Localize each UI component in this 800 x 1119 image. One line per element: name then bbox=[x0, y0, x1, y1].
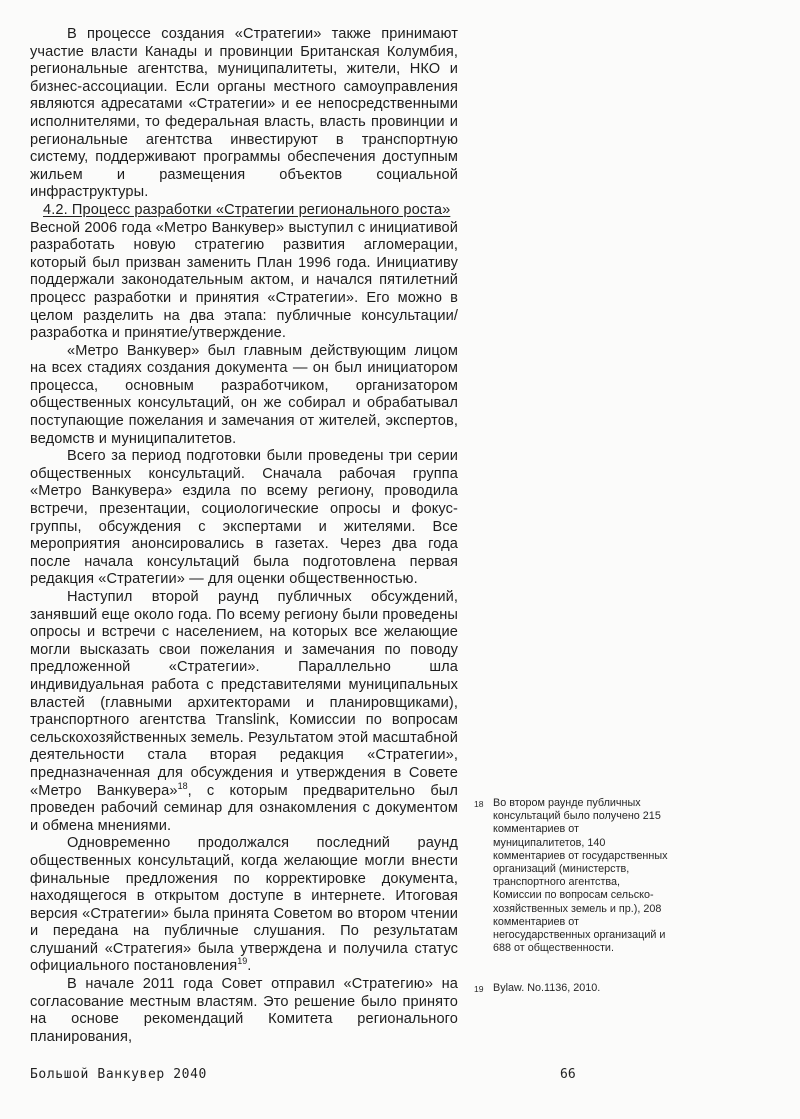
footnote-19 bbox=[474, 982, 670, 995]
footnote-18 bbox=[474, 797, 670, 955]
paragraph-1: В процессе создания «Стратегии» также принимают участие власти Канады и провинции Британская Колумбия, региональные агентства, муниципалитеты, жители, НКО и бизнес-ассоциации. Если органы местного самоуправления являются адресатами «Стратегии» и ее непосредственными исполнителями, то федеральная власть, власть провинции и региональные агентства инвестируют в транспортную систему, поддерживают программы обеспечения доступным жильем и размещения объектов социальной инфраструктуры. bbox=[30, 26, 458, 201]
book-title: Большой Ванкувер 2040 bbox=[30, 1067, 207, 1082]
paragraph-5-continuation: , с которым предварительно был проведен рабочий семинар для ознакомления с документом и обмена мнениями. bbox=[30, 782, 458, 834]
section-heading: 4.2. Процесс разработки «Стратегии регионального роста» bbox=[43, 201, 451, 218]
main-text-column bbox=[30, 26, 458, 1046]
footnote-text: Во втором раунде публичных консультаций было получено 215 комментариев от муниципалитетов, 140 комментариев от государственных организаций (министерств, транспортного агентства, Комиссии по вопросам сельско-хозяйственных земель и пр.), 208 комментариев от негосударственных организаций и 688 от общественности. bbox=[493, 797, 668, 955]
page-number: 66 bbox=[560, 1067, 576, 1082]
paragraph-7: В начале 2011 года Совет отправил «Стратегию» на согласование местным властям. Это решение было принято на основе рекомендаций Комитета регионального планирования, bbox=[30, 976, 458, 1045]
paragraph-4: Всего за период подготовки были проведены три серии общественных консультаций. Сначала рабочая группа «Метро Ванкувера» ездила по всему региону, проводила встречи, презентации, социологические опросы и фокус-группы, обсуждения с экспертами и жителями. Все мероприятия анонсировались в газетах. Через два года после начала консультаций была подготовлена первая редакция «Стратегии» — для оценки общественностью. bbox=[30, 448, 458, 588]
paragraph-6 bbox=[30, 835, 458, 976]
paragraph-6-continuation: . bbox=[247, 958, 252, 975]
footnote-ref-18: 18 bbox=[177, 780, 188, 791]
paragraph-6-text: Одновременно продолжался последний раунд общественных консультаций, когда желающие могли внести финальные предложения по корректировке документа, находящегося в открытом доступе в интернете. Итоговая версия «Стратегии» была принята Советом во втором чтении и передана на публичные слушания. По результатам слушаний «Стратегия» была утверждена и получила статус официального постановления bbox=[30, 835, 458, 975]
paragraph-5-text: Наступил второй раунд публичных обсуждений, занявший еще около года. По всему региону были проведены опросы и встречи с населением, на которых все желающие могли высказать свои пожелания и замечания по поводу предложенной «Стратегии». Параллельно шла индивидуальная работа с представителями муниципальных властей (главными архитекторами и планировщиками), транспортного агентства Translink, Комиссии по вопросам сельскохозяйственных земель. Результатом этой масштабной деятельности стала вторая редакция «Стратегии», предназначенная для обсуждения и утверждения в Совете «Метро Ванкувера» bbox=[30, 589, 458, 799]
footnote-text: Bylaw. No.1136, 2010. bbox=[493, 982, 601, 995]
footnote-number: 18 bbox=[474, 799, 484, 809]
paragraph-2: Весной 2006 года «Метро Ванкувер» выступил с инициативой разработать новую стратегию развития агломерации, который был призван заменить План 1996 года. Инициативу поддержали законодательным актом, и начался пятилетний процесс разработки и принятия «Стратегии». Его можно в целом разделить на два этапа: публичные консультации/разработка и принятие/утверждение. bbox=[30, 219, 458, 342]
paragraph-3: «Метро Ванкувер» был главным действующим лицом на всех стадиях создания документа — он был инициатором процесса, основным разработчиком, организатором общественных консультаций, он же собирал и обрабатывал поступающие пожелания и замечания от жителей, экспертов, ведомств и муниципалитетов. bbox=[30, 342, 458, 447]
footnote-ref-19: 19 bbox=[237, 956, 248, 967]
paragraph-5 bbox=[30, 589, 458, 835]
sidebar-footnotes bbox=[474, 797, 670, 996]
footnote-number: 19 bbox=[474, 984, 484, 995]
